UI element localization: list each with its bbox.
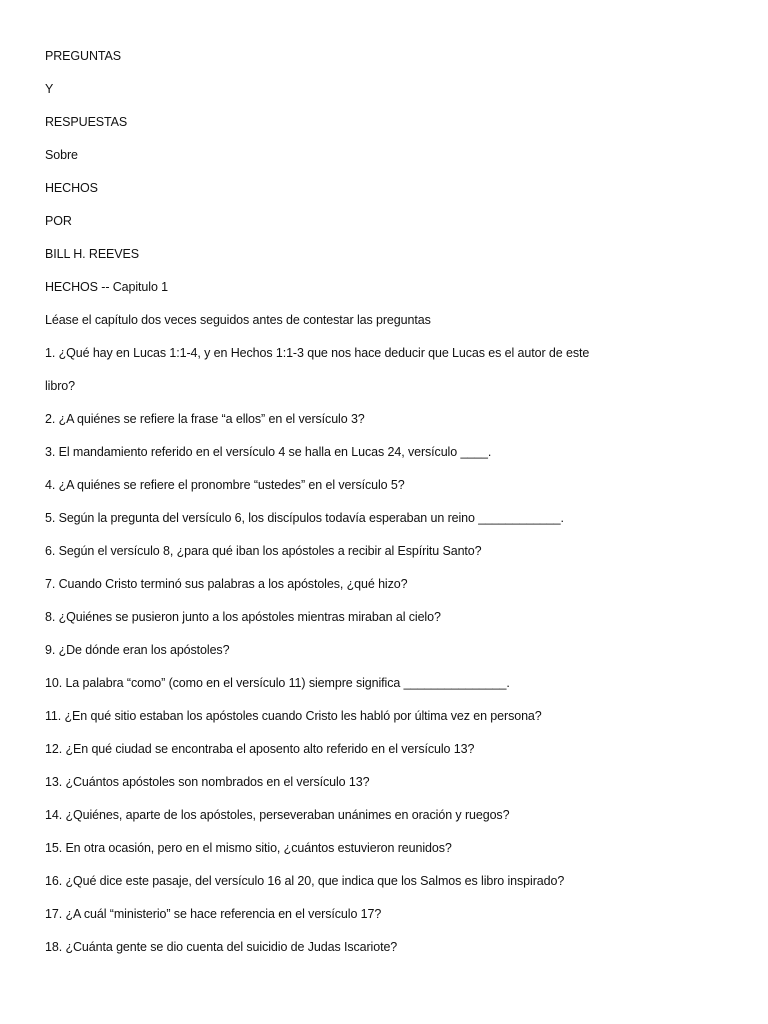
question-11: 11. ¿En qué sitio estaban los apóstoles cuando Cristo les habló por última vez en persona? bbox=[45, 709, 542, 723]
title-line-preguntas: PREGUNTAS bbox=[45, 49, 121, 63]
author-name: BILL H. REEVES bbox=[45, 247, 140, 261]
question-6: 6. Según el versículo 8, ¿para qué iban los apóstoles a recibir al Espíritu Santo? bbox=[45, 544, 482, 558]
title-line-respuestas: RESPUESTAS bbox=[45, 115, 128, 129]
title-line-sobre: Sobre bbox=[45, 148, 78, 162]
question-17: 17. ¿A cuál “ministerio” se hace referencia en el versículo 17? bbox=[45, 907, 382, 921]
question-18: 18. ¿Cuánta gente se dio cuenta del suicidio de Judas Iscariote? bbox=[45, 940, 398, 954]
question-7: 7. Cuando Cristo terminó sus palabras a los apóstoles, ¿qué hizo? bbox=[45, 577, 408, 591]
chapter-heading: HECHOS -- Capitulo 1 bbox=[45, 280, 169, 294]
question-16: 16. ¿Qué dice este pasaje, del versículo 16 al 20, que indica que los Salmos es libro inspirado? bbox=[45, 874, 565, 888]
question-1: 1. ¿Qué hay en Lucas 1:1-4, y en Hechos 1:1-3 que nos hace deducir que Lucas es el autor de este bbox=[45, 346, 590, 360]
question-15: 15. En otra ocasión, pero en el mismo sitio, ¿cuántos estuvieron reunidos? bbox=[45, 841, 452, 855]
title-line-y: Y bbox=[45, 82, 54, 96]
question-8: 8. ¿Quiénes se pusieron junto a los apóstoles mientras miraban al cielo? bbox=[45, 610, 441, 624]
title-line-hechos: HECHOS bbox=[45, 181, 98, 195]
instruction-text: Léase el capítulo dos veces seguidos antes de contestar las preguntas bbox=[45, 313, 431, 327]
question-2: 2. ¿A quiénes se refiere la frase “a ellos” en el versículo 3? bbox=[45, 412, 365, 426]
question-14: 14. ¿Quiénes, aparte de los apóstoles, perseveraban unánimes en oración y ruegos? bbox=[45, 808, 510, 822]
question-13: 13. ¿Cuántos apóstoles son nombrados en el versículo 13? bbox=[45, 775, 370, 789]
question-10: 10. La palabra “como” (como en el versículo 11) siempre significa _______________. bbox=[45, 676, 510, 690]
question-5: 5. Según la pregunta del versículo 6, los discípulos todavía esperaban un reino ____________. bbox=[45, 511, 564, 525]
question-9: 9. ¿De dónde eran los apóstoles? bbox=[45, 643, 230, 657]
question-3: 3. El mandamiento referido en el versículo 4 se halla en Lucas 24, versículo ____. bbox=[45, 445, 492, 459]
question-12: 12. ¿En qué ciudad se encontraba el aposento alto referido en el versículo 13? bbox=[45, 742, 475, 756]
question-4: 4. ¿A quiénes se refiere el pronombre “ustedes” en el versículo 5? bbox=[45, 478, 405, 492]
title-line-por: POR bbox=[45, 214, 72, 228]
question-1-continued: libro? bbox=[45, 379, 75, 393]
